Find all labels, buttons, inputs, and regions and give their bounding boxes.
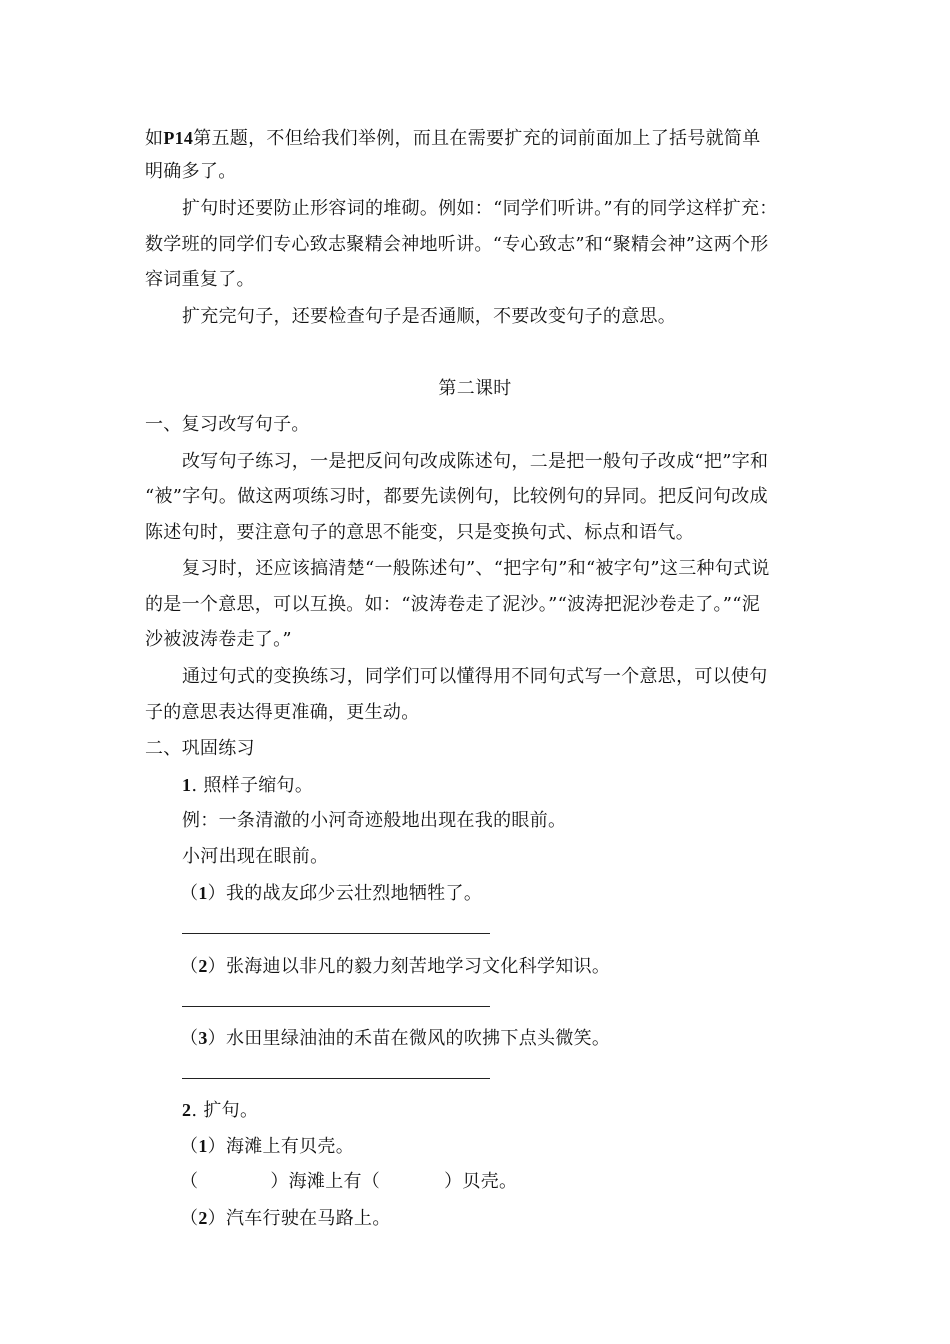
item-text: 张海迪以非凡的毅力刻苦地学习文化科学知识。 — [225, 956, 611, 977]
p1-line-2: “被”字句。做这两项练习时，都要先读例句，比较例句的异同。把反问句改成 — [145, 486, 768, 507]
open-paren: （ — [180, 1171, 199, 1192]
p3-line-1: 通过句式的变换练习，同学们可以懂得用不同句式写一个意思，可以使句 — [182, 666, 768, 687]
answer-blank-1[interactable] — [182, 933, 490, 934]
p2-line-3: 沙被波涛卷走了。” — [145, 629, 292, 650]
exercise-number: 1 — [182, 775, 192, 795]
intro-line-1 — [145, 127, 761, 150]
item-text: 汽车行驶在马路上。 — [225, 1208, 391, 1229]
section-2-heading: 二、巩固练习 — [145, 738, 255, 759]
intro-para2-line-1: 扩句时还要防止形容词的堆砌。例如：“同学们听讲。”有的同学这样扩充： — [182, 198, 778, 219]
exercise-instruction-text: . 照样子缩句。 — [191, 775, 314, 796]
exercise-1-example: 例：一条清澈的小河奇迹般地出现在我的眼前。 — [182, 810, 567, 831]
item-number: 2 — [198, 956, 208, 976]
intro-text: 如 — [145, 128, 164, 149]
section-1-heading: 一、复习改写句子。 — [145, 414, 310, 435]
item-text: 海滩上有贝壳。 — [225, 1136, 355, 1157]
item-number: 1 — [198, 1136, 208, 1156]
p2-line-2: 的是一个意思，可以互换。如：“波涛卷走了泥沙。”“波涛把泥沙卷走了。”“泥 — [145, 594, 761, 615]
item-number: 2 — [198, 1208, 208, 1228]
fill-in-text: ）海滩上有（ — [270, 1171, 381, 1192]
lesson-title: 第二课时 — [438, 378, 512, 399]
exercise-instruction-text: . 扩句。 — [191, 1100, 259, 1121]
item-text: 我的战友邱少云壮烈地牺牲了。 — [225, 883, 483, 904]
exercise-2-item-2: （2）汽车行驶在马路上。 — [180, 1208, 391, 1229]
item-text: 水田里绿油油的禾苗在微风的吹拂下点头微笑。 — [225, 1028, 611, 1049]
exercise-1-item-1: （1）我的战友邱少云壮烈地牺牲了。 — [180, 883, 483, 904]
p1-line-1: 改写句子练习，一是把反问句改成陈述句，二是把一般句子改成“把”字和 — [182, 451, 769, 472]
exercise-1-instruction — [182, 774, 313, 797]
exercise-number: 2 — [182, 1100, 192, 1120]
exercise-2-fill-in — [180, 1171, 517, 1193]
item-number: 3 — [198, 1028, 208, 1048]
intro-para2-line-3: 容词重复了。 — [145, 269, 255, 290]
intro-para3: 扩充完句子，还要检查句子是否通顺，不要改变句子的意思。 — [182, 306, 677, 327]
answer-blank-2[interactable] — [182, 1006, 490, 1007]
exercise-2-instruction — [182, 1099, 258, 1122]
fill-in-text: ）贝壳。 — [444, 1171, 518, 1192]
page-reference: P14 — [163, 128, 194, 148]
p2-line-1: 复习时，还应该搞清楚“一般陈述句”、“把字句”和“被字句”这三种句式说 — [182, 558, 770, 579]
p3-line-2: 子的意思表达得更准确，更生动。 — [145, 702, 420, 723]
exercise-2-item-1: （1）海滩上有贝壳。 — [180, 1136, 355, 1157]
intro-para2-line-2: 数学班的同学们专心致志聚精会神地听讲。“专心致志”和“聚精会神”这两个形 — [145, 234, 769, 255]
exercise-1-item-3: （3）水田里绿油油的禾苗在微风的吹拂下点头微笑。 — [180, 1028, 611, 1049]
intro-line-2: 明确多了。 — [145, 161, 237, 182]
p1-line-3: 陈述句时，要注意句子的意思不能变，只是变换句式、标点和语气。 — [145, 522, 694, 543]
answer-blank-3[interactable] — [182, 1078, 490, 1079]
exercise-1-item-2: （2）张海迪以非凡的毅力刻苦地学习文化科学知识。 — [180, 956, 611, 977]
item-number: 1 — [198, 883, 208, 903]
intro-text: 第五题，不但给我们举例，而且在需要扩充的词前面加上了括号就简单 — [193, 128, 761, 149]
exercise-1-example-answer: 小河出现在眼前。 — [182, 846, 329, 867]
